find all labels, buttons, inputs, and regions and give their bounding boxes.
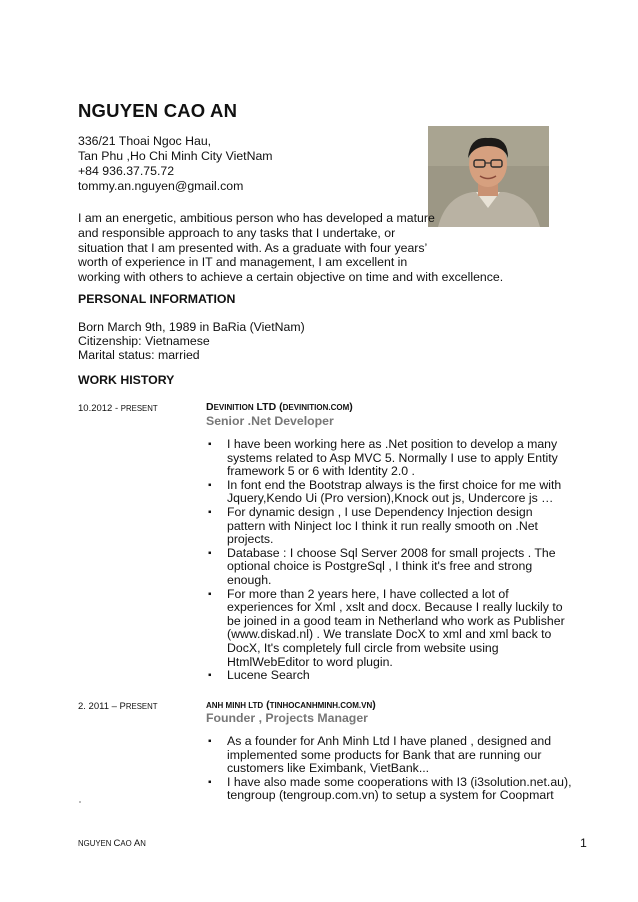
list-item: ▪ Database : I choose Sql Server 2008 for small projects . The optional choice is PostgreSql , I think it's free and strong enough. — [208, 545, 556, 587]
summary-line: I am an energetic, ambitious person who has developed a mature — [78, 211, 435, 225]
list-item: ▪ I have also made some cooperations with I3 (i3solution.net.au), tengroup (tengroup.com.vn) to setup a system for Coopmart — [208, 774, 572, 803]
job-date: 2. 2011 – PRESENT — [78, 701, 158, 712]
page-number: 1 — [580, 836, 587, 850]
profile-photo — [428, 126, 549, 227]
job-bullets — [205, 734, 572, 803]
phone-number: +84 936.37.75.72 — [78, 164, 175, 178]
resume-name: NGUYEN CAO AN — [78, 100, 238, 121]
address-line: Tan Phu ,Ho Chi Minh City VietNam — [78, 149, 273, 163]
email-address: tommy.an.nguyen@gmail.com — [78, 179, 244, 193]
list-item: ▪ For more than 2 years here, I have collected a lot of experiences for Xml , xslt and docx. Because I really luckily to be joined in a good team in Netherland who work as Publisher (www.diskad.nl) . We translate DocX to xml and xml back to DocX, It's completely full circle from website using HtmlWebEditor to word plugin. — [208, 586, 565, 669]
job-role: Founder , Projects Manager — [206, 711, 368, 725]
footer-name: NGUYEN CAO AN — [78, 838, 146, 849]
marital-status: Marital status: married — [78, 348, 200, 362]
personal-info-heading: PERSONAL INFORMATION — [78, 292, 236, 306]
job-bullets — [205, 438, 565, 683]
divider — [79, 801, 81, 803]
list-item: ▪ As a founder for Anh Minh Ltd I have planed , designed and implemented some products for Bank that are running our customers like Eximbank, VietBank... — [208, 734, 552, 776]
list-item: ▪ I have been working here as .Net position to develop a many systems related to Asp MVC 5. Normally I use to apply Entity framework 5 or 6 with Identity 2.0 . — [208, 437, 558, 479]
list-item: ▪ For dynamic design , I use Dependency Injection design pattern with Ninject Ioc I think it run really smooth on .Net projects. — [208, 504, 538, 547]
summary-line: situation that I am presented with. As a graduate with four years’ — [78, 241, 428, 255]
list-item: ▪ In font end the Bootstrap always is the first choice for me with Jquery,Kendo Ui (Pro version),Knock out js, Undercore js … — [208, 477, 562, 506]
birth-info: Born March 9th, 1989 in BaRia (VietNam) — [78, 320, 305, 334]
summary-line: working with others to achieve a certain objective on time and with excellence. — [78, 270, 504, 284]
job-date: 10.2012 - PRESENT — [78, 403, 158, 414]
job-role: Senior .Net Developer — [206, 414, 334, 428]
summary-line: and responsible approach to any tasks that I undertake, or — [78, 226, 396, 240]
address-line: 336/21 Thoai Ngoc Hau, — [78, 134, 212, 148]
job-company: DEVINITION LTD (DEVINITION.COM) — [206, 401, 353, 413]
list-item: ▪ Lucene Search — [208, 668, 310, 683]
citizenship-info: Citizenship: Vietnamese — [78, 334, 210, 348]
work-history-heading: WORK HISTORY — [78, 373, 175, 387]
summary-line: worth of experience in IT and management, I am excellent in — [78, 255, 408, 269]
job-company: ANH MINH LTD (TINHOCANHMINH.COM.VN) — [206, 699, 376, 711]
